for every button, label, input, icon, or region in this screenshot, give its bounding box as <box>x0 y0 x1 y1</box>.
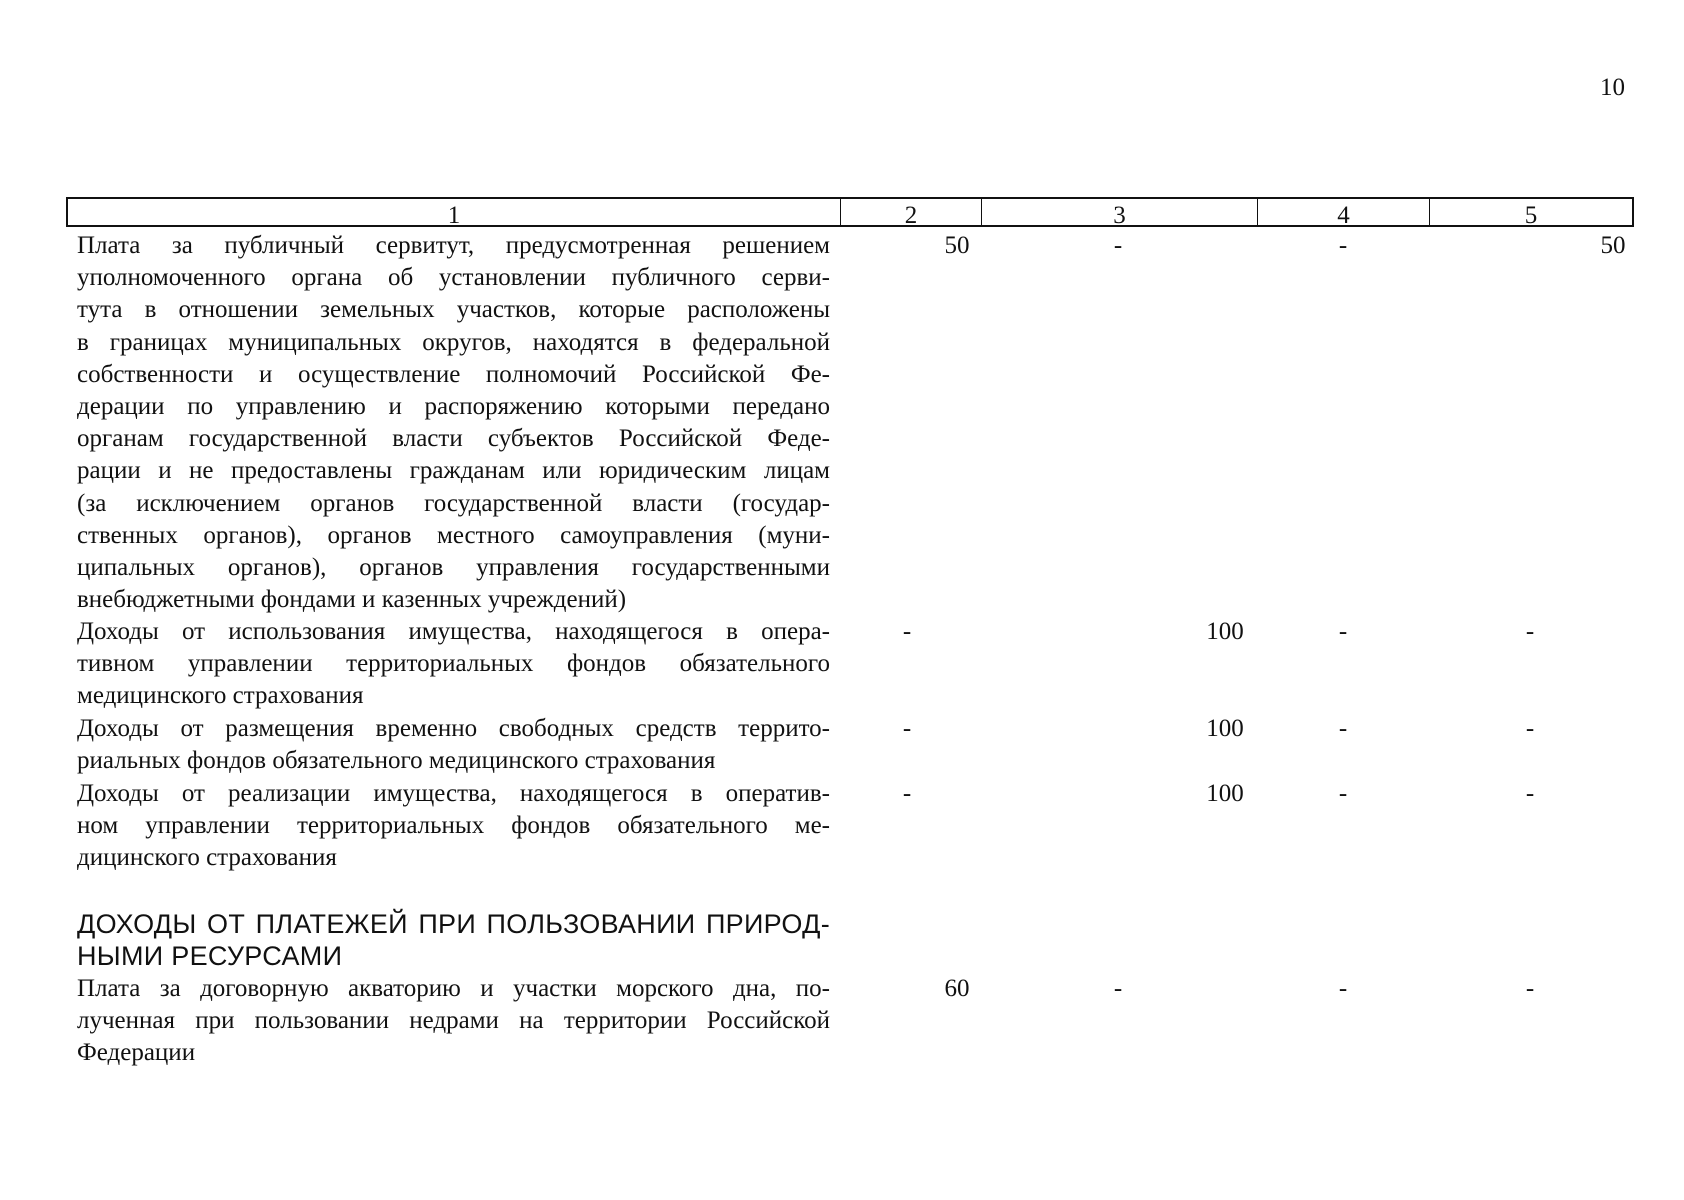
cell-col-5: - <box>1525 975 1535 1002</box>
description-line: (за исключением органов государственной власти (государ- <box>77 489 830 517</box>
header-col-3: 3 <box>982 199 1258 225</box>
row-description <box>77 778 830 875</box>
row-description <box>77 713 830 777</box>
description-line: ном управлении территориальных фондов обязательного ме- <box>77 812 830 840</box>
cell-col-5: - <box>1525 715 1535 742</box>
header-col-4: 4 <box>1258 199 1430 225</box>
row-description <box>77 230 830 616</box>
description-line: ственных органов), органов местного самоуправления (муни- <box>77 521 830 549</box>
cell-col-2: - <box>902 715 912 742</box>
cell-col-3: 100 <box>1206 715 1244 742</box>
description-line: Доходы от использования имущества, находящегося в опера- <box>77 618 830 645</box>
table-header-row <box>66 197 1634 227</box>
description-line: лученная при пользовании недрами на территории Российской <box>77 1007 830 1035</box>
description-line: риальных фондов обязательного медицинского страхования <box>77 747 716 775</box>
cell-col-3: - <box>1113 975 1123 1002</box>
cell-col-2: 60 <box>944 975 970 1002</box>
header-col-5: 5 <box>1524 202 1538 229</box>
cell-col-5: - <box>1525 780 1535 807</box>
description-line: Доходы от реализации имущества, находящегося в оператив- <box>77 780 830 807</box>
description-line: дерации по управлению и распоряжению которыми передано <box>77 393 830 421</box>
row-description <box>77 616 830 713</box>
cell-col-4: - <box>1338 715 1348 742</box>
cell-col-2: - <box>902 780 912 807</box>
section-heading-line: ДОХОДЫ ОТ ПЛАТЕЖЕЙ ПРИ ПОЛЬЗОВАНИИ ПРИРОД- <box>77 909 830 939</box>
description-line: Доходы от размещения временно свободных средств террито- <box>77 715 830 742</box>
description-line: собственности и осуществление полномочий Российской Фе- <box>77 360 830 388</box>
section-heading-line: НЫМИ РЕСУРСАМИ <box>77 941 343 971</box>
cell-col-4: - <box>1338 618 1348 645</box>
header-col-2: 2 <box>841 199 982 225</box>
cell-col-3: 100 <box>1206 618 1244 645</box>
header-col-1: 1 <box>68 199 841 225</box>
row-description <box>77 973 830 1070</box>
cell-col-2: - <box>902 618 912 645</box>
page-number: 10 <box>1600 74 1625 101</box>
cell-col-4: - <box>1338 232 1348 259</box>
description-line: органам государственной власти субъектов Российской Феде- <box>77 425 830 453</box>
cell-col-5: - <box>1525 618 1535 645</box>
cell-col-5: 50 <box>1600 232 1626 259</box>
description-line: внебюджетными фондами и казенных учреждений) <box>77 586 627 614</box>
description-line: Плата за договорную акваторию и участки морского дна, по- <box>77 975 830 1002</box>
description-line: тута в отношении земельных участков, которые расположены <box>77 296 830 324</box>
description-line: тивном управлении территориальных фондов обязательного <box>77 650 830 678</box>
description-line: Плата за публичный сервитут, предусмотренная решением <box>77 232 830 259</box>
description-line: в границах муниципальных округов, находятся в федеральной <box>77 328 830 356</box>
description-line: дицинского страхования <box>77 844 337 872</box>
description-line: уполномоченного органа об установлении публичного серви- <box>77 264 830 292</box>
section-heading <box>77 908 830 972</box>
cell-col-4: - <box>1338 780 1348 807</box>
description-line: медицинского страхования <box>77 682 364 710</box>
cell-col-3: - <box>1113 232 1123 259</box>
description-line: рации и не предоставлены гражданам или юридическим лицам <box>77 457 830 485</box>
cell-col-3: 100 <box>1206 780 1244 807</box>
cell-col-2: 50 <box>944 232 970 259</box>
description-line: Федерации <box>77 1039 196 1067</box>
cell-col-4: - <box>1338 975 1348 1002</box>
description-line: ципальных органов), органов управления государственными <box>77 554 830 582</box>
